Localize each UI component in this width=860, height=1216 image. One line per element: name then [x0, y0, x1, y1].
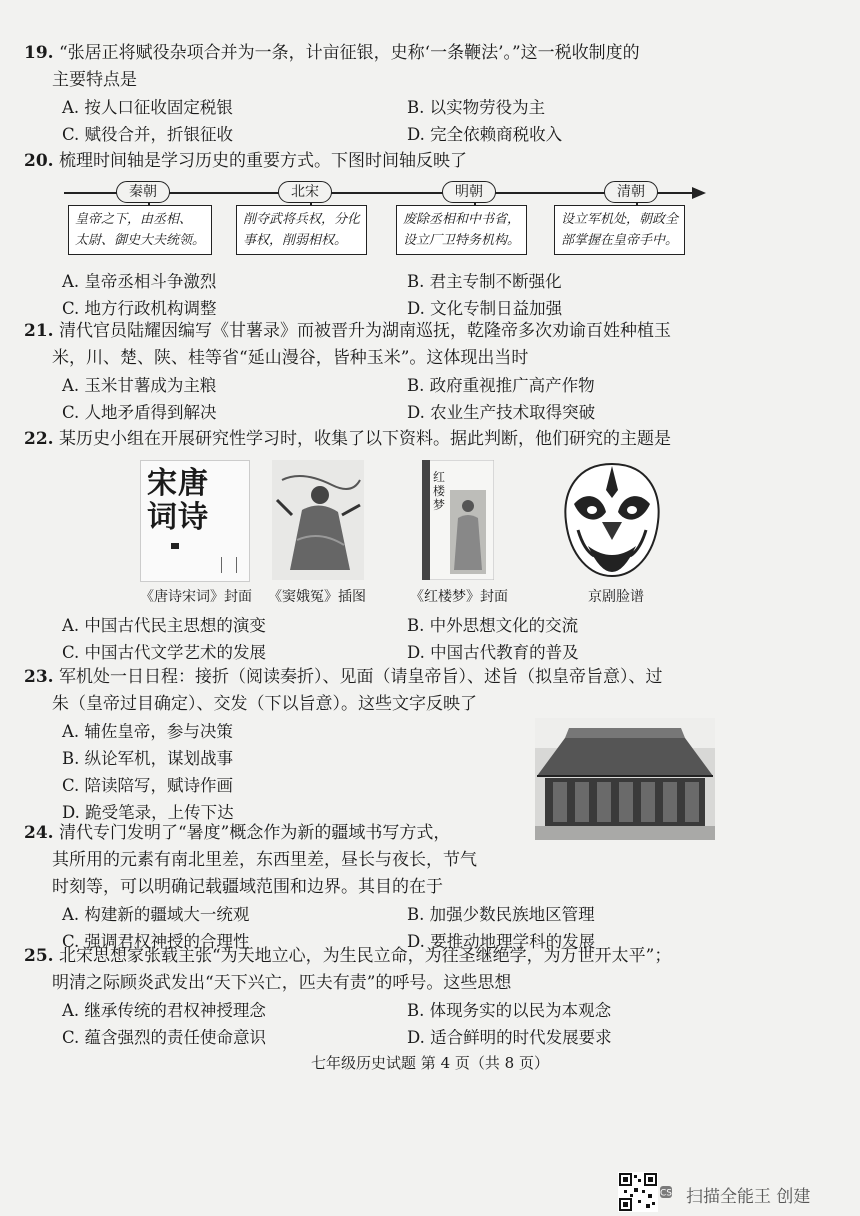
book-cover-title: 宋唐词诗	[147, 466, 209, 535]
option-d[interactable]: D. 适合鲜明的时代发展要求	[407, 1028, 612, 1047]
option-d[interactable]: D. 文化专制日益加强	[407, 299, 563, 318]
svg-text:CS: CS	[660, 1188, 672, 1199]
question-stem: 主要特点是	[52, 70, 137, 90]
option-c[interactable]: C. 赋役合并，折银征收	[62, 125, 234, 144]
caption-opera-mask: 京剧脸谱	[588, 589, 644, 605]
arrow-right-icon	[692, 187, 706, 199]
question-stem: “张居正将赋役杂项合并为一条，计亩征银，史称‘一条鞭法’。”这一税收制度的	[58, 43, 640, 63]
question-number: 20.	[24, 151, 54, 171]
question-stem: 梳理时间轴是学习历史的重要方式。下图时间轴反映了	[58, 151, 467, 171]
junjichu-building-photo	[535, 718, 715, 840]
option-a[interactable]: A. 皇帝丞相斗争激烈	[62, 272, 217, 291]
option-a[interactable]: A. 辅佐皇帝，参与决策	[62, 722, 233, 741]
question-stem: 北宋思想家张载主张“为天地立心，为生民立命，为往圣继绝学，为万世开太平”；	[58, 946, 672, 966]
caption-dou-e-yuan: 《窦娥冤》插图	[268, 589, 366, 605]
options	[24, 997, 671, 1051]
question-stem: 某历史小组在开展研究性学习时，收集了以下资料。据此判断，他们研究的主题是	[58, 429, 671, 449]
timeline-note-qin: 皇帝之下，由丞相、 太尉、御史大夫统领。	[68, 205, 212, 255]
option-c[interactable]: C. 陪读陪写，赋诗作画	[62, 776, 234, 795]
options	[24, 94, 640, 148]
question-stem: 军机处一日日程：接折（阅读奏折）、见面（请皇帝旨）、述旨（拟皇帝旨意）、过	[58, 667, 663, 687]
scanner-watermark	[618, 1172, 858, 1212]
timeline-dynasty-ming: 明朝	[442, 181, 496, 203]
option-c[interactable]: C. 人地矛盾得到解决	[62, 403, 217, 422]
question-number: 19.	[24, 43, 54, 63]
question-number: 23.	[24, 667, 54, 687]
question-22	[24, 426, 671, 453]
option-b[interactable]: B. 中外思想文化的交流	[407, 616, 579, 635]
timeline-note-beisong: 削夺武将兵权，分化 事权，削弱相权。	[236, 205, 367, 255]
option-a[interactable]: A. 继承传统的君权神授理念	[62, 1001, 266, 1020]
question-stem: 清代专门发明了“暑度”概念作为新的疆域书写方式，	[58, 823, 451, 843]
book-cover-tangshi-songci	[140, 460, 250, 582]
option-a[interactable]: A. 玉米甘薯成为主粮	[62, 376, 217, 395]
question-24	[24, 820, 596, 955]
option-b[interactable]: B. 政府重视推广高产作物	[407, 376, 595, 395]
page-footer: 七年级历史试题 第 4 页（共 8 页）	[311, 1054, 549, 1072]
watermark-text: 扫描全能王 创建	[686, 1187, 811, 1207]
question-stem: 其所用的元素有南北里差，东西里差，昼长与夜长，节气	[52, 850, 477, 870]
source-materials	[0, 458, 860, 608]
option-d[interactable]: D. 中国古代教育的普及	[407, 643, 579, 662]
question-stem: 米，川、楚、陕、桂等省“延山漫谷，皆种玉米”。这体现出当时	[52, 348, 529, 368]
question-20	[24, 148, 467, 175]
option-c[interactable]: C. 地方行政机构调整	[62, 299, 217, 318]
peking-opera-mask	[558, 460, 666, 580]
question-stem: 朱（皇帝过目确定）、交发（下以旨意）。这些文字反映了	[52, 694, 477, 714]
option-c[interactable]: C. 蕴含强烈的责任使命意识	[62, 1028, 267, 1047]
timeline-note-qing: 设立军机处，朝政全 部掌握在皇帝手中。	[554, 205, 685, 255]
option-d[interactable]: D. 完全依赖商税收入	[407, 125, 563, 144]
option-b[interactable]: B. 以实物劳役为主	[407, 98, 546, 117]
option-b[interactable]: B. 纵论军机，谋划战事	[62, 749, 234, 768]
qr-code-icon	[618, 1172, 674, 1212]
question-stem: 时刻等，可以明确记载疆域范围和边界。其目的在于	[52, 877, 443, 897]
caption-hongloumeng: 《红楼梦》封面	[410, 589, 508, 605]
option-d[interactable]: D. 要推动地理学科的发展	[407, 932, 596, 951]
question-21	[24, 318, 671, 426]
question-number: 22.	[24, 429, 54, 449]
timeline-dynasty-beisong: 北宋	[278, 181, 332, 203]
option-b[interactable]: B. 体现务实的以民为本观念	[407, 1001, 612, 1020]
question-19	[24, 40, 640, 148]
option-a[interactable]: A. 构建新的疆域大一统观	[62, 905, 250, 924]
question-number: 21.	[24, 321, 54, 341]
timeline-dynasty-qing: 清朝	[604, 181, 658, 203]
question-stem: 明清之际顾炎武发出“天下兴亡，匹夫有责”的呼号。这些思想	[52, 973, 512, 993]
option-a[interactable]: A. 按人口征收固定税银	[62, 98, 233, 117]
book-cover-hongloumeng-title: 红楼梦	[433, 470, 446, 512]
illustration-dou-e-yuan	[272, 460, 364, 580]
option-c[interactable]: C. 中国古代文学艺术的发展	[62, 643, 267, 662]
question-number: 25.	[24, 946, 54, 966]
option-b[interactable]: B. 君主专制不断强化	[407, 272, 562, 291]
option-d[interactable]: D. 跪受笔录，上传下达	[62, 803, 234, 822]
option-b[interactable]: B. 加强少数民族地区管理	[407, 905, 595, 924]
option-a[interactable]: A. 中国古代民主思想的演变	[62, 616, 266, 635]
timeline-diagram	[64, 178, 714, 263]
options	[24, 372, 671, 426]
timeline-note-ming: 废除丞相和中书省， 设立厂卫特务机构。	[396, 205, 527, 255]
question-stem: 清代官员陆耀因编写《甘薯录》而被晋升为湖南巡抚，乾隆帝多次劝谕百姓种植玉	[58, 321, 671, 341]
caption-tangshi-songci: 《唐诗宋词》封面	[140, 589, 252, 605]
option-c[interactable]: C. 强调君权神授的合理性	[62, 932, 250, 951]
question-25	[24, 943, 671, 1051]
timeline-dynasty-qin: 秦朝	[116, 181, 170, 203]
option-d[interactable]: D. 农业生产技术取得突破	[407, 403, 596, 422]
question-number: 24.	[24, 823, 54, 843]
